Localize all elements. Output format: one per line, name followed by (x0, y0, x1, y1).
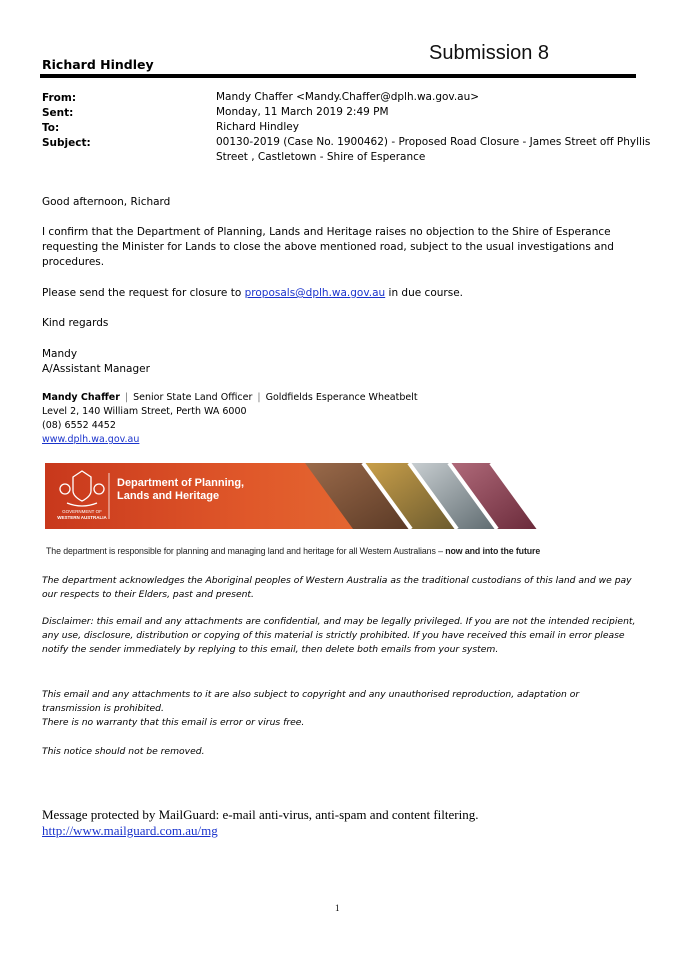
banner-graphic (45, 463, 553, 529)
signature-name: Mandy Chaffer (42, 392, 120, 403)
copyright-line-2: transmission is prohibited. (42, 703, 164, 714)
banner-dept-line-1: Department of Planning, (117, 477, 245, 489)
mailguard-link-wrap (42, 823, 218, 839)
submission-label: Submission 8 (429, 42, 550, 64)
gov-line-2: WESTERN AUSTRALIA (57, 515, 107, 520)
tagline-main: The department is responsible for planning and managing land and heritage for all Western Australians – (46, 546, 446, 556)
signature-role: Senior State Land Officer (133, 392, 253, 403)
signature-website-wrap (42, 433, 139, 447)
signoff-title: A/Assistant Manager (42, 363, 150, 375)
sent-label: Sent: (42, 107, 74, 119)
banner-tagline (46, 546, 540, 556)
signature-region: Goldfields Esperance Wheatbelt (265, 392, 418, 403)
mailguard-link[interactable]: http://www.mailguard.com.au/mg (42, 823, 218, 838)
acknowledgement-line-1: The department acknowledges the Aboriginal peoples of Western Australia as the traditional custodians of this land and we pay (42, 575, 632, 586)
website-link[interactable]: www.dplh.wa.gov.au (42, 434, 140, 445)
signature-phone: (08) 6552 4452 (42, 420, 116, 431)
paragraph-2 (42, 286, 463, 301)
closing: Kind regards (42, 317, 109, 329)
tagline-bold: now and into the future (445, 546, 541, 556)
subject-line-1: 00130-2019 (Case No. 1900462) - Proposed Road Closure - James Street off Phyllis (216, 136, 651, 148)
proposals-email-link[interactable]: proposals@dplh.wa.gov.au (244, 287, 386, 299)
paragraph-1-line-2: requesting the Minister for Lands to close the above mentioned road, subject to the usual investigations and (42, 241, 614, 253)
owner-name: Richard Hindley (42, 57, 154, 72)
from-value: Mandy Chaffer <Mandy.Chaffer@dplh.wa.gov.au> (216, 91, 480, 103)
paragraph-1-line-1: I confirm that the Department of Planning, Lands and Heritage raises no objection to the Shire of Esperance (42, 226, 611, 238)
banner-dept-line-2: Lands and Heritage (117, 490, 220, 502)
warranty-notice: There is no warranty that this email is error or virus free. (42, 717, 305, 728)
to-value: Richard Hindley (216, 121, 299, 133)
signoff-name: Mandy (42, 348, 78, 360)
disclaimer-line-1: Disclaimer: this email and any attachments are confidential, and may be legally privileged. If you are not the intended recipient, (42, 616, 636, 627)
paragraph-2-prefix: Please send the request for closure to (42, 287, 245, 299)
mailguard-message: Message protected by MailGuard: e-mail anti-virus, anti-spam and content filtering. (42, 807, 479, 822)
removal-notice: This notice should not be removed. (42, 746, 205, 757)
disclaimer-line-2: any use, disclosure, distribution or copying of this material is strictly prohibited. If you have received this email in error please (42, 630, 625, 641)
header-rule (40, 74, 636, 78)
paragraph-1-line-3: procedures. (42, 256, 105, 268)
copyright-line-1: This email and any attachments to it are also subject to copyright and any unauthorised reproduction, adaptation or (42, 689, 580, 700)
sent-value: Monday, 11 March 2019 2:49 PM (216, 106, 389, 118)
signature-line: Mandy Chaffer | Senior State Land Officer | Goldfields Esperance Wheatbelt (42, 392, 418, 403)
greeting: Good afternoon, Richard (42, 196, 171, 208)
disclaimer-line-3: notify the sender immediately by replying to this email, then delete both emails from your system. (42, 644, 499, 655)
gov-line-1: GOVERNMENT OF (62, 509, 102, 514)
paragraph-2-suffix: in due course. (385, 287, 463, 299)
department-banner (45, 463, 553, 529)
subject-label: Subject: (42, 137, 91, 149)
from-label: From: (42, 92, 77, 104)
subject-line-2: Street , Castletown - Shire of Esperance (216, 151, 426, 163)
signature-address: Level 2, 140 William Street, Perth WA 6000 (42, 406, 247, 417)
acknowledgement-line-2: our respects to their Elders, past and present. (42, 589, 254, 600)
to-label: To: (42, 122, 60, 134)
page-number: 1 (335, 903, 340, 913)
